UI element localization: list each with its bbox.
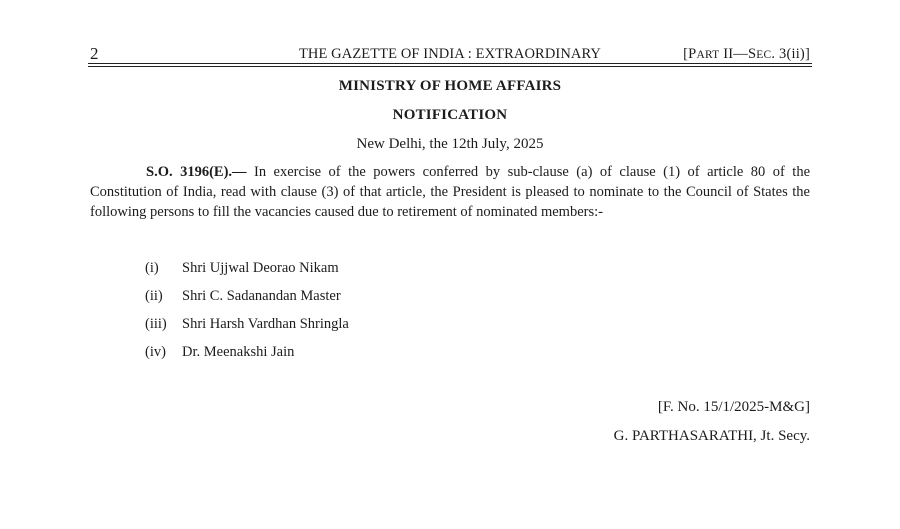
file-number: [F. No. 15/1/2025-M&G] (657, 399, 810, 415)
list-item (145, 286, 349, 314)
page-header (90, 44, 810, 64)
order-text: In exercise of the powers conferred by sub-clause (a) of clause (1) of article 80 of the Constitution of India, read with clause (3) of that article, the President is pleased to nominate to the Council of States the following persons to fill the vacancies caused due to retirement of nominated members:- (90, 164, 811, 220)
header-rule-bottom (88, 66, 812, 67)
list-item-number: (ii) (145, 288, 163, 304)
gazette-title: THE GAZETTE OF INDIA : EXTRAORDINARY (298, 46, 602, 62)
order-paragraph (90, 162, 810, 222)
part-section-label: [PART II—SEC. 3(ii)] (683, 46, 810, 62)
nominee-list (145, 258, 349, 370)
list-item (145, 258, 349, 286)
ministry-heading: MINISTRY OF HOME AFFAIRS (338, 78, 562, 94)
nominee-name: Shri Harsh Vardhan Shringla (182, 316, 349, 332)
page-number: 2 (90, 44, 99, 63)
nominee-name: Shri C. Sadanandan Master (182, 288, 341, 304)
list-item-number: (i) (145, 260, 159, 276)
list-item (145, 342, 349, 370)
notification-heading: NOTIFICATION (392, 107, 508, 123)
list-item-number: (iii) (145, 316, 167, 332)
order-number: S.O. 3196(E).— (146, 164, 247, 180)
list-item (145, 314, 349, 342)
nominee-name: Dr. Meenakshi Jain (182, 344, 295, 360)
nominee-name: Shri Ujjwal Deorao Nikam (182, 260, 339, 276)
header-rule-top (88, 63, 812, 64)
date-line: New Delhi, the 12th July, 2025 (356, 136, 544, 152)
signatory: G. PARTHASARATHI, Jt. Secy. (613, 428, 810, 444)
list-item-number: (iv) (145, 344, 166, 360)
